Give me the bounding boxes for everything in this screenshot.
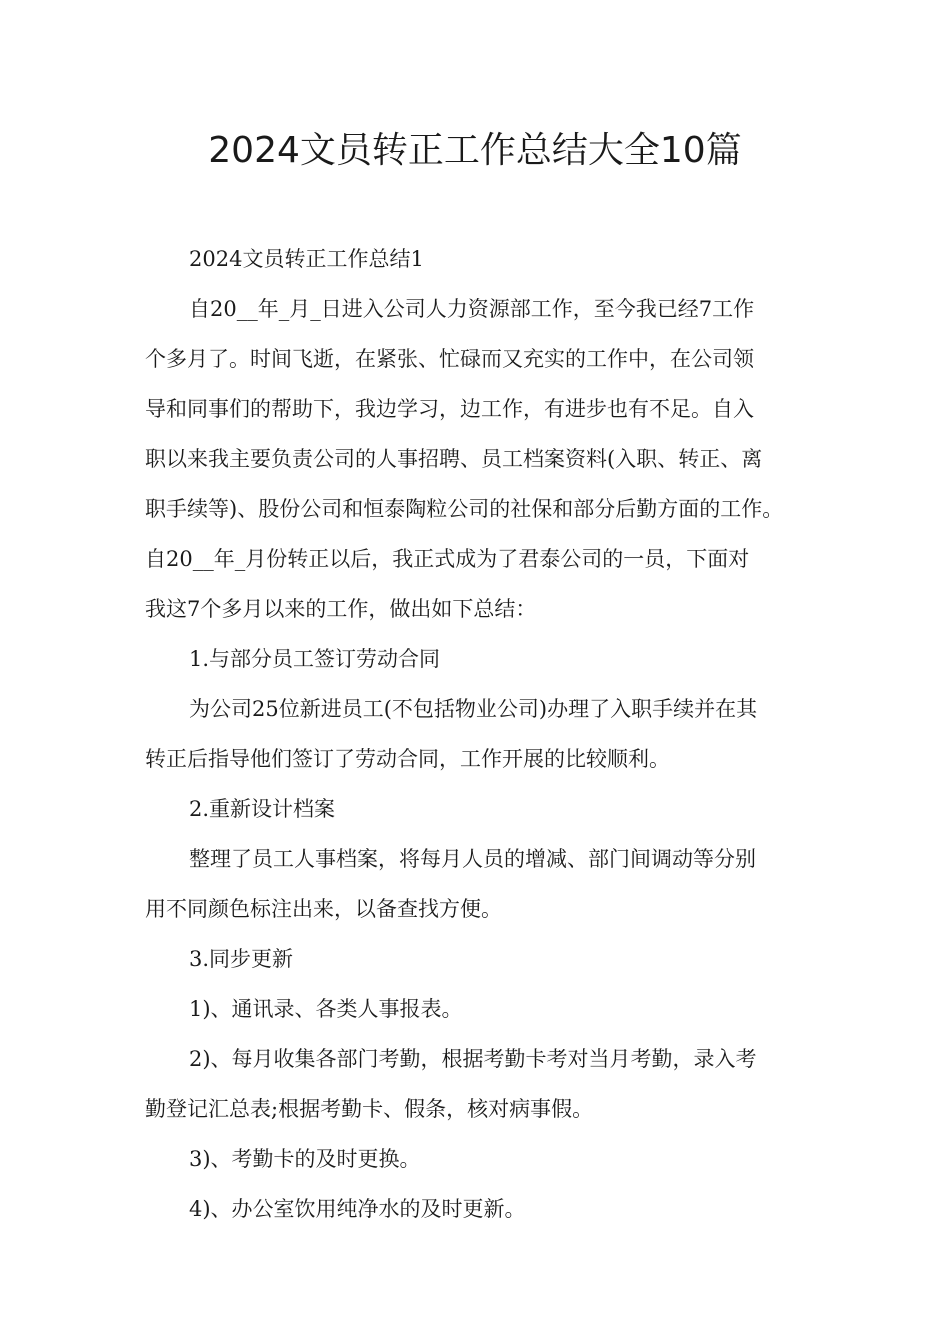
document-title: 2024文员转正工作总结大全10篇 [208,130,742,171]
text-line: 我这7个多月以来的工作，做出如下总结： [145,597,537,621]
text-line: 1.与部分员工签订劳动合同 [189,647,441,671]
text-line: 导和同事们的帮助下，我边学习，边工作，有进步也有不足。自入 [145,397,754,421]
text-line: 职手续等)、股份公司和恒泰陶粒公司的社保和部分后勤方面的工作。 [145,497,784,521]
text-line: 4)、办公室饮用纯净水的及时更新。 [189,1197,526,1221]
text-line: 整理了员工人事档案，将每月人员的增减、部门间调动等分别 [189,847,756,871]
text-line: 转正后指导他们签订了劳动合同，工作开展的比较顺利。 [145,747,670,771]
text-line: 自20__年_月_日进入公司人力资源部工作，至今我已经7工作 [189,297,755,321]
text-line: 用不同颜色标注出来，以备查找方便。 [145,897,502,921]
text-line: 个多月了。时间飞逝，在紧张、忙碌而又充实的工作中，在公司领 [145,347,754,371]
text-line: 2024文员转正工作总结1 [189,247,424,271]
text-line: 3.同步更新 [189,947,294,971]
text-line: 自20__年_月份转正以后，我正式成为了君泰公司的一员，下面对 [145,547,750,571]
text-line: 2)、每月收集各部门考勤，根据考勤卡考对当月考勤，录入考 [189,1047,757,1071]
text-line: 为公司25位新进员工(不包括物业公司)办理了入职手续并在其 [189,697,758,721]
document-body [145,234,810,1234]
text-line: 职以来我主要负责公司的人事招聘、员工档案资料(入职、转正、离 [145,447,763,471]
text-line: 3)、考勤卡的及时更换。 [189,1147,421,1171]
text-line: 1)、通讯录、各类人事报表。 [189,997,463,1021]
text-line: 2.重新设计档案 [189,797,336,821]
text-line: 勤登记汇总表;根据考勤卡、假条，核对病事假。 [145,1097,594,1121]
